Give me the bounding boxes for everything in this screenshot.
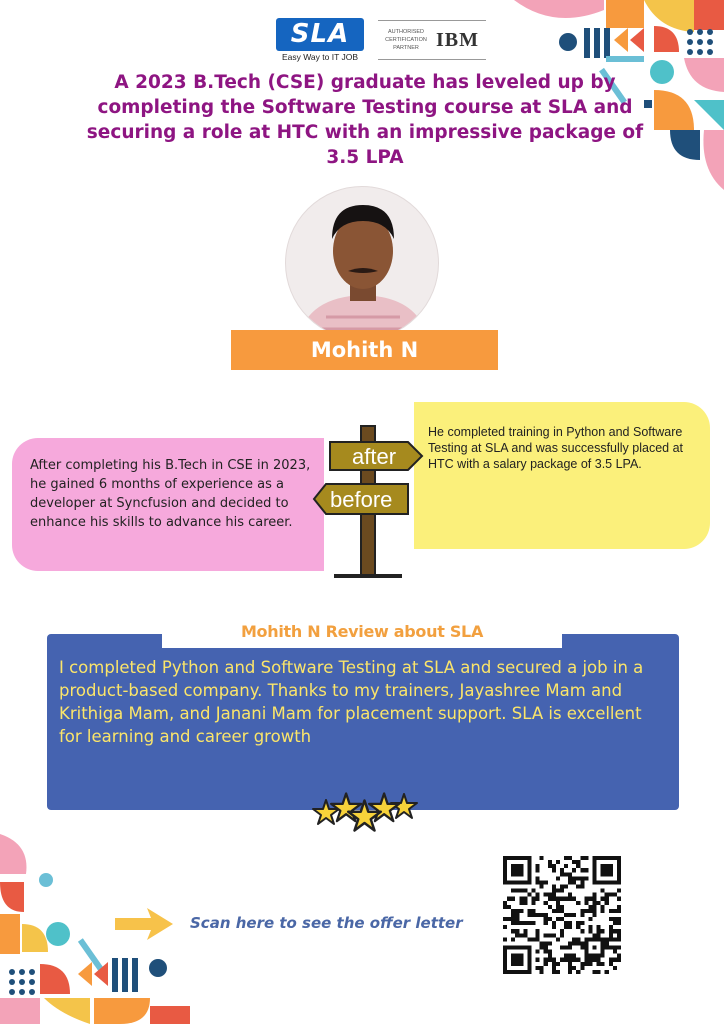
sla-logo-text: SLA <box>276 18 364 51</box>
signpost-icon <box>312 422 434 578</box>
sla-tagline: Easy Way to IT JOB <box>281 52 359 62</box>
qr-code[interactable] <box>503 856 621 974</box>
before-description: After completing his B.Tech in CSE in 2023, he gained 6 months of experience as a developer at Syncfusion and decided to enhance his skills to advance his career. <box>12 438 324 571</box>
ibm-partner-logo <box>378 20 486 60</box>
arrow-right-icon <box>113 908 175 940</box>
five-star-rating-icon <box>310 782 418 840</box>
sla-logo <box>276 18 364 62</box>
profile-photo <box>285 186 439 340</box>
review-title: Mohith N Review about SLA <box>162 616 562 648</box>
sign-after: after <box>352 444 397 469</box>
student-name: Mohith N <box>231 330 498 370</box>
after-description: He completed training in Python and Software Testing at SLA and was successfully placed at HTC with a salary package of 3.5 LPA. <box>414 402 710 549</box>
person-silhouette-icon <box>286 187 439 340</box>
scan-instruction: Scan here to see the offer letter <box>190 914 463 932</box>
sign-before: before <box>330 487 393 512</box>
review-text: I completed Python and Software Testing at SLA and secured a job in a product-based company. Thanks to my trainers, Jayashree Mam and Krithiga Mam, and Janani Mam for placement support. SLA is excellent for learning and career growth <box>59 658 644 746</box>
ibm-mark: IBM <box>436 28 479 51</box>
headline: A 2023 B.Tech (CSE) graduate has leveled up by completing the Software Testing course at SLA and securing a role at HTC with an impressive package of 3.5 LPA <box>86 72 644 168</box>
ibm-partner-text: AUTHORISED CERTIFICATION PARTNER <box>385 29 427 51</box>
